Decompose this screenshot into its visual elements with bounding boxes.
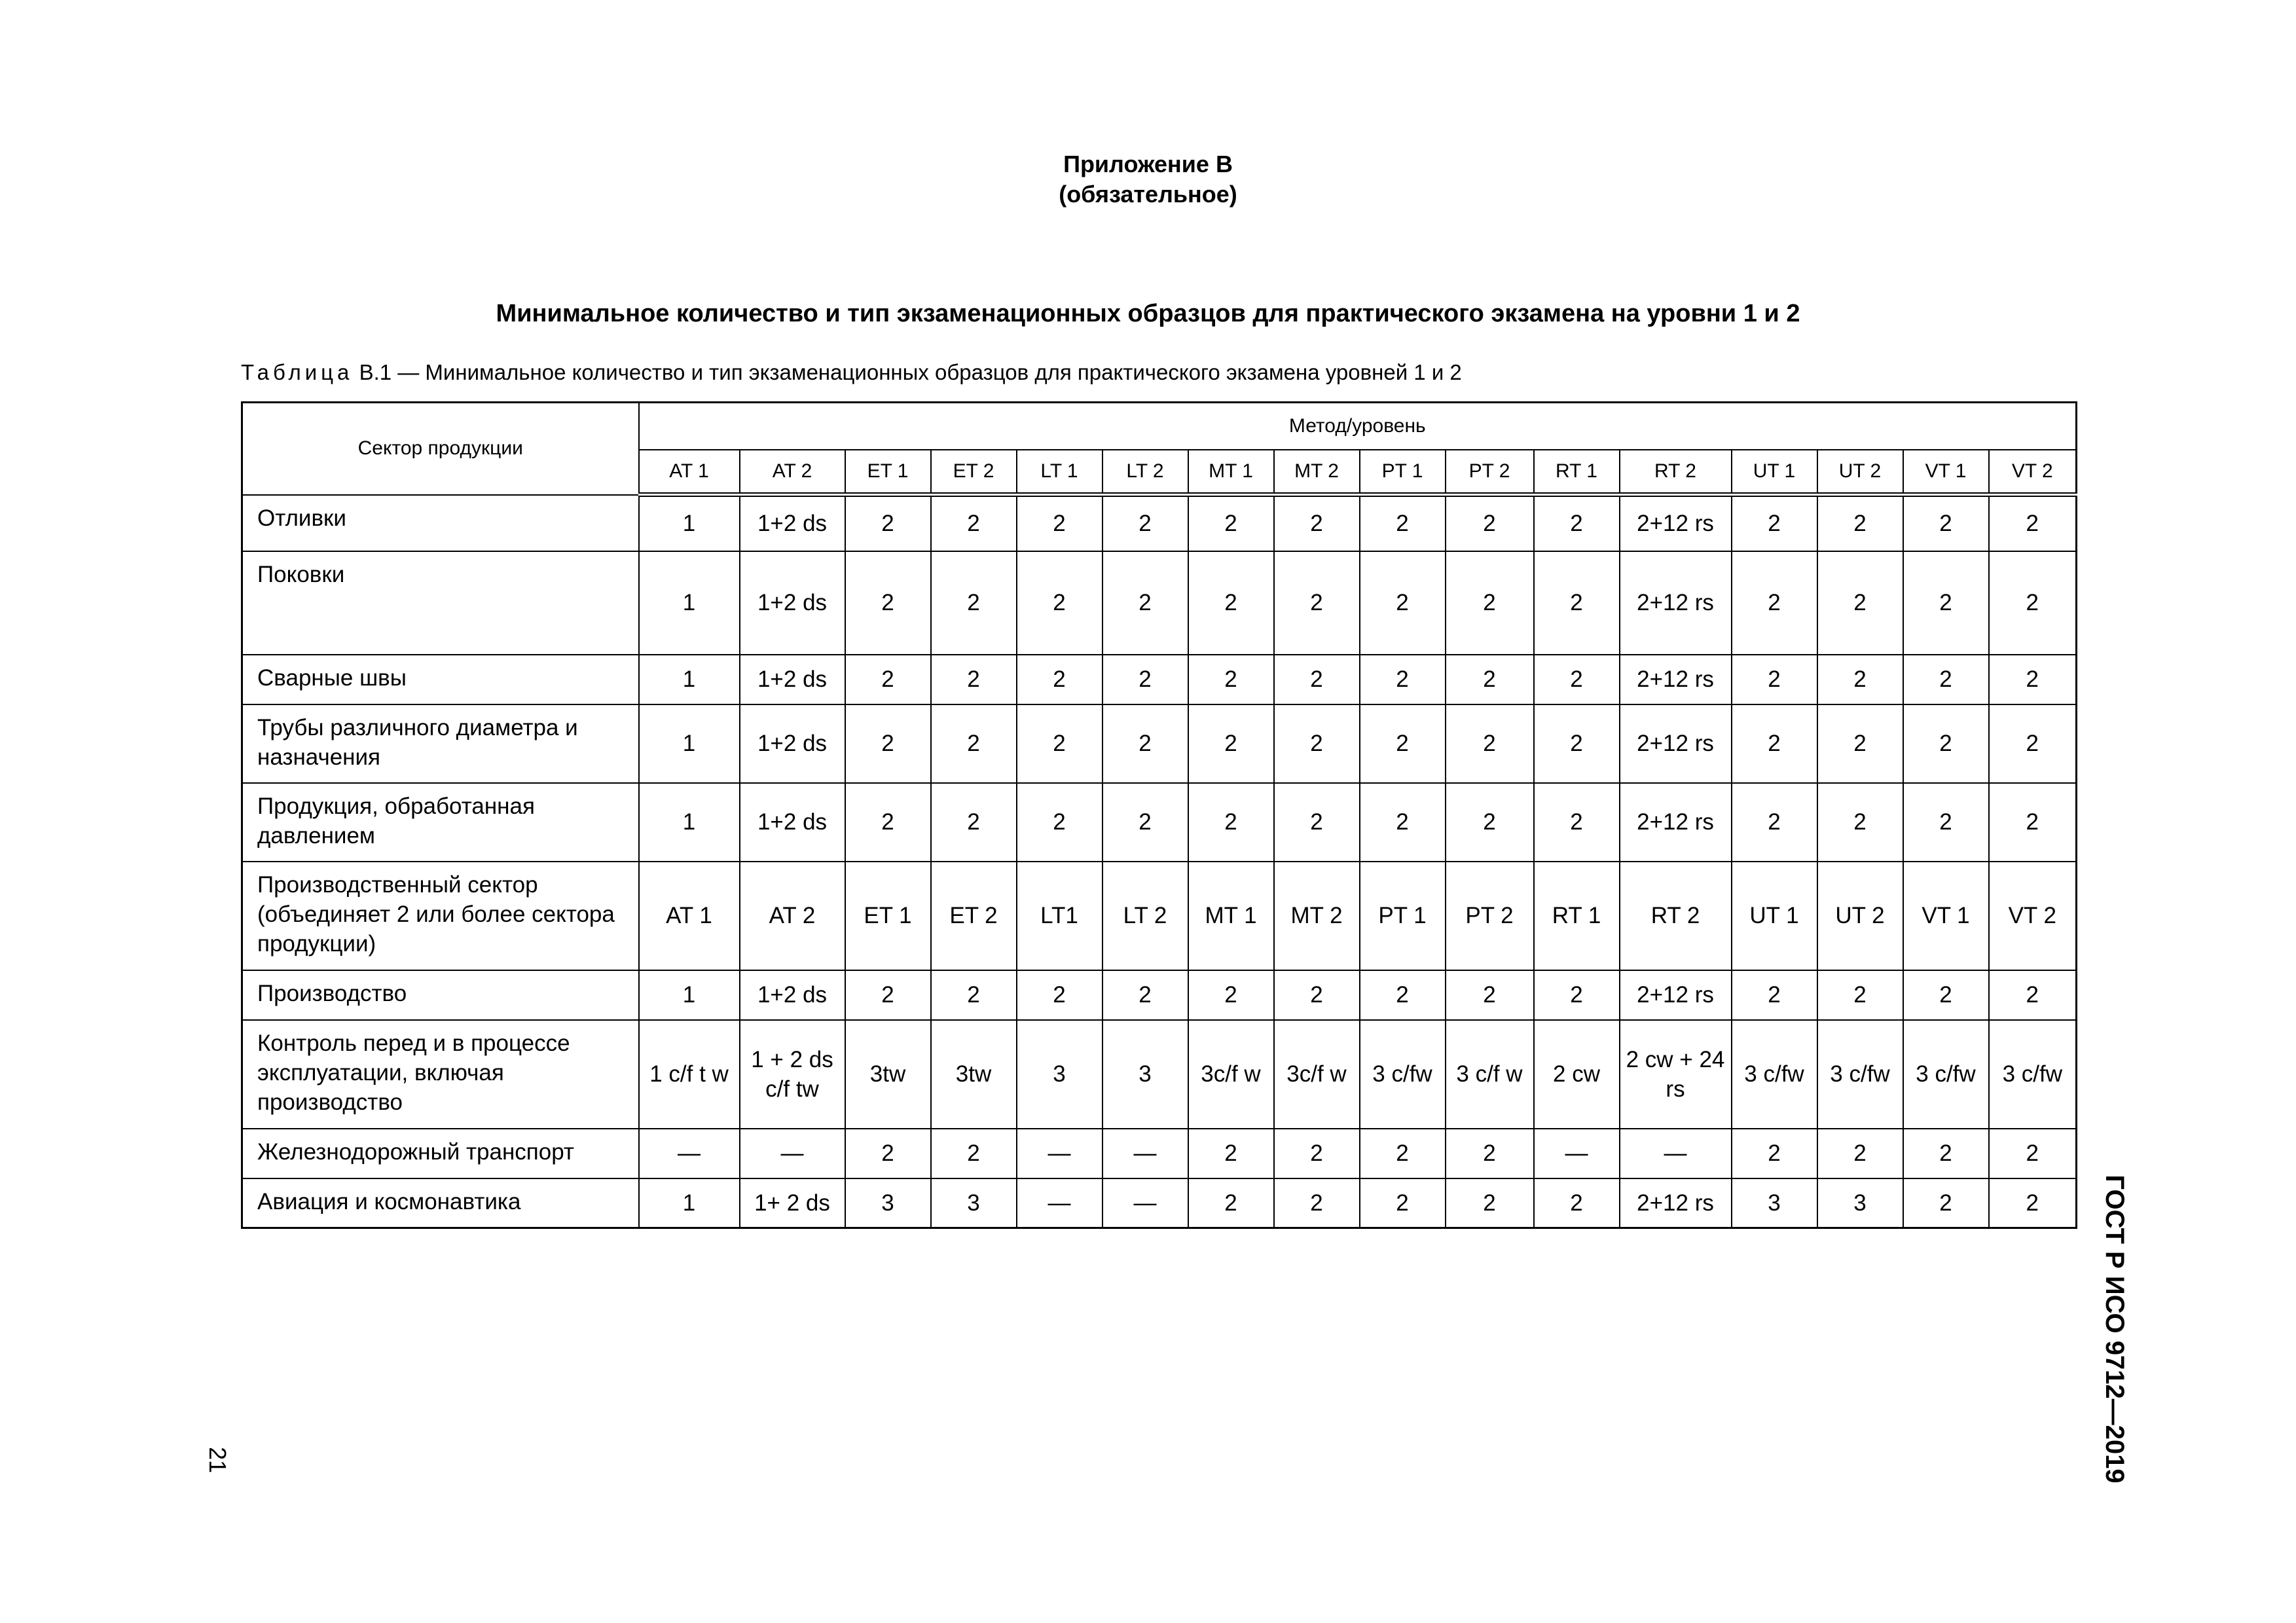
- value-cell: LT1: [1017, 862, 1102, 970]
- value-cell: 3tw: [845, 1020, 931, 1129]
- value-cell: ET 1: [845, 862, 931, 970]
- value-cell: UT 1: [1732, 862, 1817, 970]
- value-cell: —: [1102, 1178, 1188, 1228]
- value-cell: 3 c/fw: [1817, 1020, 1903, 1129]
- value-cell: 1 + 2 ds c/f tw: [740, 1020, 845, 1129]
- value-cell: 2: [1732, 704, 1817, 783]
- value-cell: LT 2: [1102, 862, 1188, 970]
- specimen-table: [241, 401, 2077, 1229]
- column-header: PT 2: [1446, 450, 1534, 495]
- value-cell: AT 1: [639, 862, 740, 970]
- value-cell: 2: [845, 495, 931, 551]
- value-cell: 2: [1903, 495, 1989, 551]
- value-cell: 2: [1903, 655, 1989, 704]
- table-row: [242, 1178, 2077, 1228]
- value-cell: 2: [1017, 551, 1102, 655]
- value-cell: 2: [1817, 704, 1903, 783]
- value-cell: 3: [1732, 1178, 1817, 1228]
- value-cell: 2: [1446, 1129, 1534, 1178]
- value-cell: 2: [1732, 970, 1817, 1020]
- column-header: VT 1: [1903, 450, 1989, 495]
- value-cell: 2 cw + 24 rs: [1620, 1020, 1732, 1129]
- section-title: Минимальное количество и тип экзаменационных образцов для практического экзамена на уровни 1 и 2: [496, 300, 1800, 327]
- value-cell: 2: [1102, 551, 1188, 655]
- table-row: [242, 704, 2077, 783]
- value-cell: 2: [1446, 704, 1534, 783]
- value-cell: 1: [639, 495, 740, 551]
- value-cell: 2+12 rs: [1620, 655, 1732, 704]
- value-cell: 2: [1274, 551, 1360, 655]
- value-cell: 2: [1534, 1178, 1620, 1228]
- value-cell: 2: [1534, 495, 1620, 551]
- value-cell: 1+2 ds: [740, 495, 845, 551]
- value-cell: 2: [1989, 1129, 2077, 1178]
- value-cell: 2: [1732, 551, 1817, 655]
- value-cell: 3: [931, 1178, 1017, 1228]
- value-cell: 2: [1017, 704, 1102, 783]
- value-cell: 2: [1360, 655, 1446, 704]
- value-cell: 1: [639, 783, 740, 862]
- value-cell: 3 c/fw: [1903, 1020, 1989, 1129]
- table-caption-text: В.1 — Минимальное количество и тип экзаменационных образцов для практического экзамена уровней 1 и 2: [359, 360, 1462, 384]
- value-cell: 3c/f w: [1274, 1020, 1360, 1129]
- value-cell: 2+12 rs: [1620, 1178, 1732, 1228]
- value-cell: 3: [845, 1178, 931, 1228]
- method-header: Метод/уровень: [639, 403, 2077, 450]
- column-header: RT 2: [1620, 450, 1732, 495]
- table-row: [242, 1129, 2077, 1178]
- value-cell: 2: [1732, 495, 1817, 551]
- value-cell: 2: [1188, 1129, 1274, 1178]
- value-cell: 2+12 rs: [1620, 704, 1732, 783]
- sector-cell: Продукция, обработанная давлением: [242, 783, 639, 862]
- value-cell: —: [1102, 1129, 1188, 1178]
- value-cell: 2: [1274, 1178, 1360, 1228]
- value-cell: 2: [1817, 783, 1903, 862]
- value-cell: PT 1: [1360, 862, 1446, 970]
- value-cell: 2: [1360, 970, 1446, 1020]
- sector-cell: Контроль перед и в процессе эксплуатации, включая производство: [242, 1020, 639, 1129]
- value-cell: 2: [1446, 783, 1534, 862]
- table-caption-label: Таблица: [241, 360, 354, 384]
- value-cell: 2: [1188, 551, 1274, 655]
- value-cell: VT 2: [1989, 862, 2077, 970]
- sector-cell: Трубы различного диаметра и назначения: [242, 704, 639, 783]
- sector-cell: Сварные швы: [242, 655, 639, 704]
- column-header: MT 1: [1188, 450, 1274, 495]
- column-header: VT 2: [1989, 450, 2077, 495]
- value-cell: 2: [1102, 783, 1188, 862]
- value-cell: AT 2: [740, 862, 845, 970]
- value-cell: 2: [1989, 783, 2077, 862]
- value-cell: 2+12 rs: [1620, 970, 1732, 1020]
- value-cell: —: [639, 1129, 740, 1178]
- value-cell: 2: [931, 655, 1017, 704]
- value-cell: PT 2: [1446, 862, 1534, 970]
- sector-cell: Авиация и космонавтика: [242, 1178, 639, 1228]
- column-header: LT 2: [1102, 450, 1188, 495]
- sector-cell: Отливки: [242, 495, 639, 551]
- value-cell: 2: [1360, 704, 1446, 783]
- sector-cell: Производство: [242, 970, 639, 1020]
- appendix-title: Приложение В: [1063, 151, 1233, 177]
- value-cell: 2: [931, 551, 1017, 655]
- value-cell: 2: [1903, 1178, 1989, 1228]
- value-cell: 2: [1903, 551, 1989, 655]
- value-cell: 3tw: [931, 1020, 1017, 1129]
- value-cell: 2: [1017, 495, 1102, 551]
- value-cell: 2: [1188, 704, 1274, 783]
- value-cell: 2: [1989, 551, 2077, 655]
- header-row-top: [242, 403, 2077, 450]
- value-cell: 2: [845, 1129, 931, 1178]
- value-cell: 2: [845, 655, 931, 704]
- value-cell: —: [1620, 1129, 1732, 1178]
- value-cell: 2: [1188, 783, 1274, 862]
- table-row: [242, 970, 2077, 1020]
- value-cell: 1: [639, 655, 740, 704]
- value-cell: —: [1017, 1129, 1102, 1178]
- value-cell: 2: [1534, 970, 1620, 1020]
- value-cell: 1+2 ds: [740, 655, 845, 704]
- value-cell: 2: [1102, 704, 1188, 783]
- value-cell: 2: [845, 783, 931, 862]
- value-cell: 2: [1903, 783, 1989, 862]
- value-cell: 1: [639, 1178, 740, 1228]
- table-row: [242, 1020, 2077, 1129]
- value-cell: 2: [1732, 655, 1817, 704]
- value-cell: 2+12 rs: [1620, 551, 1732, 655]
- column-header: ET 2: [931, 450, 1017, 495]
- value-cell: 2: [1446, 655, 1534, 704]
- value-cell: 2: [1534, 783, 1620, 862]
- value-cell: 1+2 ds: [740, 551, 845, 655]
- value-cell: 2: [845, 704, 931, 783]
- value-cell: MT 1: [1188, 862, 1274, 970]
- value-cell: 2: [1446, 551, 1534, 655]
- value-cell: 2: [1817, 655, 1903, 704]
- table-row: [242, 551, 2077, 655]
- value-cell: 2: [1989, 704, 2077, 783]
- value-cell: 2: [1017, 783, 1102, 862]
- value-cell: 2: [1989, 970, 2077, 1020]
- value-cell: 2: [1274, 970, 1360, 1020]
- value-cell: 2+12 rs: [1620, 495, 1732, 551]
- sector-cell: Производственный сектор (объединяет 2 или более сектора продукции): [242, 862, 639, 970]
- table-body: [242, 495, 2077, 1228]
- value-cell: 1+ 2 ds: [740, 1178, 845, 1228]
- value-cell: —: [740, 1129, 845, 1178]
- value-cell: RT 1: [1534, 862, 1620, 970]
- appendix-subtitle: (обязательное): [1059, 181, 1237, 208]
- value-cell: —: [1017, 1178, 1102, 1228]
- value-cell: 3c/f w: [1188, 1020, 1274, 1129]
- value-cell: RT 2: [1620, 862, 1732, 970]
- value-cell: 2: [931, 970, 1017, 1020]
- value-cell: 2: [931, 704, 1017, 783]
- value-cell: 2: [1102, 970, 1188, 1020]
- column-header: ET 1: [845, 450, 931, 495]
- value-cell: 2: [1360, 551, 1446, 655]
- value-cell: 2: [1102, 655, 1188, 704]
- value-cell: 2: [1534, 655, 1620, 704]
- value-cell: 3 c/f w: [1446, 1020, 1534, 1129]
- value-cell: 2: [845, 970, 931, 1020]
- table-row: [242, 783, 2077, 862]
- value-cell: 2: [931, 1129, 1017, 1178]
- column-header: UT 1: [1732, 450, 1817, 495]
- value-cell: 2: [1817, 495, 1903, 551]
- column-header: MT 2: [1274, 450, 1360, 495]
- value-cell: 1+2 ds: [740, 970, 845, 1020]
- value-cell: 2: [1360, 1129, 1446, 1178]
- value-cell: 2: [1446, 970, 1534, 1020]
- value-cell: 2: [1989, 655, 2077, 704]
- value-cell: 2: [1989, 1178, 2077, 1228]
- value-cell: 2: [1102, 495, 1188, 551]
- table-caption: [241, 359, 1462, 386]
- value-cell: 2: [1274, 1129, 1360, 1178]
- table-row: [242, 862, 2077, 970]
- value-cell: 3: [1017, 1020, 1102, 1129]
- value-cell: 2: [931, 783, 1017, 862]
- value-cell: VT 1: [1903, 862, 1989, 970]
- sector-cell: Поковки: [242, 551, 639, 655]
- value-cell: 2: [1274, 783, 1360, 862]
- value-cell: 3 c/fw: [1360, 1020, 1446, 1129]
- value-cell: 2: [1534, 551, 1620, 655]
- value-cell: 2: [1446, 495, 1534, 551]
- column-header: PT 1: [1360, 450, 1446, 495]
- value-cell: 1: [639, 970, 740, 1020]
- value-cell: 3: [1817, 1178, 1903, 1228]
- value-cell: 2: [1732, 783, 1817, 862]
- sector-cell: Железнодорожный транспорт: [242, 1129, 639, 1178]
- value-cell: 1+2 ds: [740, 704, 845, 783]
- document-designation: ГОСТ Р ИСО 9712—2019: [2100, 1175, 2129, 1484]
- value-cell: 2: [1903, 970, 1989, 1020]
- value-cell: UT 2: [1817, 862, 1903, 970]
- table-row: [242, 655, 2077, 704]
- sector-header: Сектор продукции: [242, 403, 639, 495]
- value-cell: 2: [1188, 495, 1274, 551]
- value-cell: 2: [1817, 551, 1903, 655]
- value-cell: 3 c/fw: [1732, 1020, 1817, 1129]
- value-cell: ET 2: [931, 862, 1017, 970]
- value-cell: 3 c/fw: [1989, 1020, 2077, 1129]
- value-cell: 2 cw: [1534, 1020, 1620, 1129]
- column-header: UT 2: [1817, 450, 1903, 495]
- value-cell: MT 2: [1274, 862, 1360, 970]
- value-cell: 2: [1817, 970, 1903, 1020]
- appendix-heading: [0, 149, 2296, 210]
- value-cell: 2: [1446, 1178, 1534, 1228]
- value-cell: 2: [1360, 495, 1446, 551]
- value-cell: 3: [1102, 1020, 1188, 1129]
- value-cell: 2: [1360, 783, 1446, 862]
- value-cell: 2: [1274, 495, 1360, 551]
- value-cell: 2: [1732, 1129, 1817, 1178]
- value-cell: 2: [1188, 655, 1274, 704]
- value-cell: 2: [1534, 704, 1620, 783]
- value-cell: 1+2 ds: [740, 783, 845, 862]
- page-number: 21: [204, 1446, 231, 1474]
- value-cell: 2: [1903, 1129, 1989, 1178]
- value-cell: 2: [845, 551, 931, 655]
- value-cell: 2: [1989, 495, 2077, 551]
- value-cell: 1: [639, 704, 740, 783]
- value-cell: 2: [1274, 655, 1360, 704]
- value-cell: 2: [1188, 970, 1274, 1020]
- value-cell: 2: [1903, 704, 1989, 783]
- value-cell: 2: [1274, 704, 1360, 783]
- value-cell: 2+12 rs: [1620, 783, 1732, 862]
- column-header: LT 1: [1017, 450, 1102, 495]
- value-cell: 2: [1188, 1178, 1274, 1228]
- value-cell: —: [1534, 1129, 1620, 1178]
- value-cell: 2: [1017, 970, 1102, 1020]
- value-cell: 2: [1817, 1129, 1903, 1178]
- value-cell: 2: [1017, 655, 1102, 704]
- value-cell: 1 c/f t w: [639, 1020, 740, 1129]
- value-cell: 2: [931, 495, 1017, 551]
- table-row: [242, 495, 2077, 551]
- column-header: AT 1: [639, 450, 740, 495]
- value-cell: 2: [1360, 1178, 1446, 1228]
- column-header: AT 2: [740, 450, 845, 495]
- value-cell: 1: [639, 551, 740, 655]
- column-header: RT 1: [1534, 450, 1620, 495]
